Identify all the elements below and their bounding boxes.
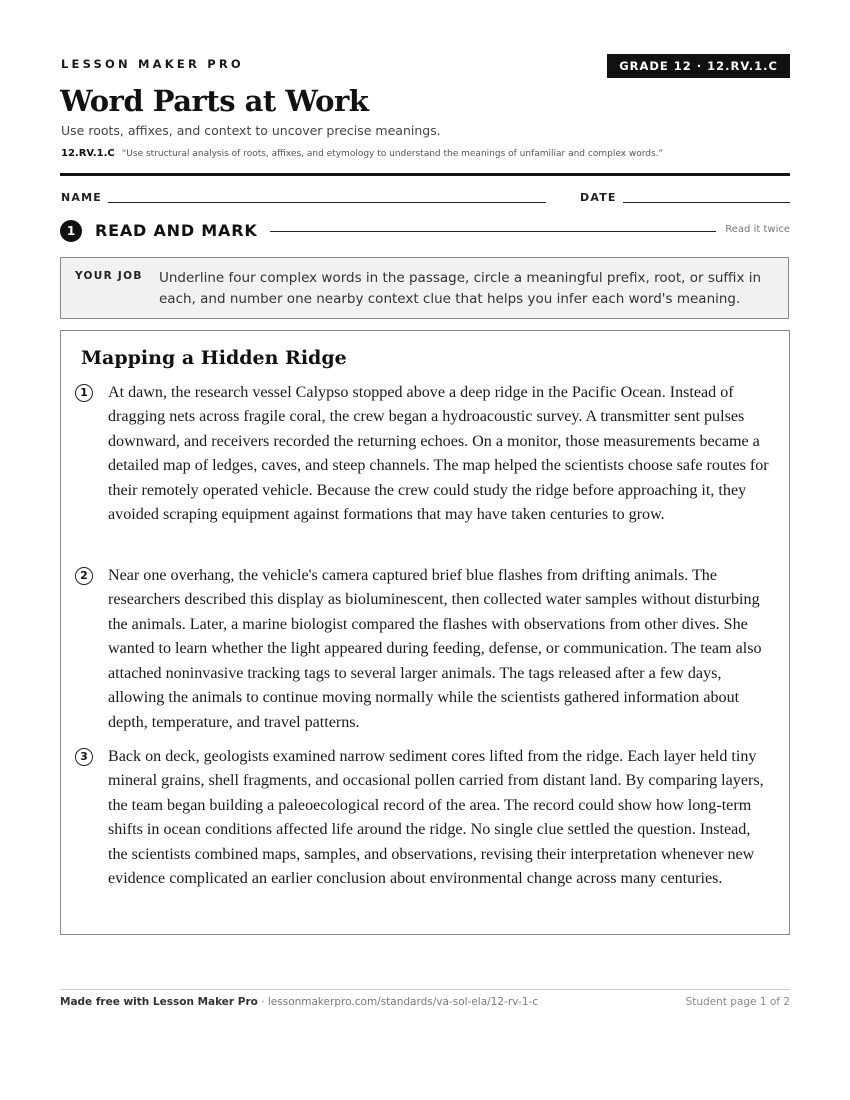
section-number-badge: 1 (60, 220, 82, 242)
name-label: NAME (61, 191, 102, 204)
standard-code: 12.RV.1.C (61, 148, 115, 159)
section-title: READ AND MARK (95, 221, 258, 240)
footer-credit (60, 996, 538, 1008)
job-label: YOUR JOB (75, 270, 143, 282)
standard-line (61, 148, 663, 159)
grade-badge: GRADE 12 · 12.RV.1.C (607, 54, 790, 78)
brand-name: LESSON MAKER PRO (61, 57, 244, 71)
page-subtitle: Use roots, affixes, and context to uncover precise meanings. (61, 123, 441, 138)
section-divider (270, 231, 716, 232)
standard-text: “Use structural analysis of roots, affixes, and etymology to understand the meanings of unfamiliar and complex words.” (121, 149, 664, 159)
reading-passage (60, 330, 790, 935)
date-field[interactable] (623, 202, 790, 203)
name-field[interactable] (108, 202, 546, 203)
date-label: DATE (580, 191, 617, 204)
page-title: Word Parts at Work (60, 84, 369, 118)
passage-title: Mapping a Hidden Ridge (81, 347, 347, 369)
footer-divider (60, 989, 790, 990)
passage-paragraph: Back on deck, geologists examined narrow sediment cores lifted from the ridge. Each layer held tiny mineral grains, shell fragments, and occasional pollen carried from distant land. By comparing layers, the team began building a paleoecological record of the area. The record could show how long-term shifts in ocean conditions affected life around the ridge. No single clue settled the question. Instead, the scientists combined maps, samples, and observations, revising their interpretation whenever new evidence complicated an earlier conclusion about environmental change across many centuries. (108, 748, 764, 888)
paragraph-number-badge: 1 (75, 384, 93, 402)
footer-separator: · (257, 996, 268, 1008)
job-instructions: Underline four complex words in the passage, circle a meaningful prefix, root, or suffix in each, and number one nearby context clue that helps you infer each word's meaning. (159, 270, 762, 307)
passage-paragraph: At dawn, the research vessel Calypso stopped above a deep ridge in the Pacific Ocean. Instead of dragging nets across fragile coral, the crew began a hydroacoustic survey. A transmitter sent pulses downward, and receivers recorded the returning echoes. On a monitor, those measurements became a detailed map of ledges, caves, and steep channels. The map helped the scientists choose safe routes for their remotely operated vehicle. Because the crew could study the ridge before approaching it, they avoided scraping equipment against formations that may have taken centuries to grow. (108, 384, 769, 524)
section-note: Read it twice (725, 224, 790, 235)
footer-page-number: Student page 1 of 2 (685, 996, 790, 1008)
paragraph-number-badge: 2 (75, 567, 93, 585)
paragraph-number-badge: 3 (75, 748, 93, 766)
footer-made-with: Made free with Lesson Maker Pro (60, 996, 258, 1008)
footer-url[interactable]: lessonmakerpro.com/standards/va-sol-ela/12-rv-1-c (267, 996, 539, 1008)
passage-paragraph: Near one overhang, the vehicle's camera captured brief blue flashes from drifting animals. The researchers described this display as bioluminescent, then collected water samples without disturbing the animals. Later, a marine biologist compared the flashes with observations from other dives. She wanted to learn whether the light appeared during feeding, defense, or communication. The team also attached noninvasive tracking tags to several larger animals. The tags released after a few days, allowing the animals to continue moving normally while the scientists gathered information about depth, temperature, and travel patterns. (108, 567, 762, 731)
header-divider (60, 173, 790, 176)
job-box (60, 257, 789, 319)
